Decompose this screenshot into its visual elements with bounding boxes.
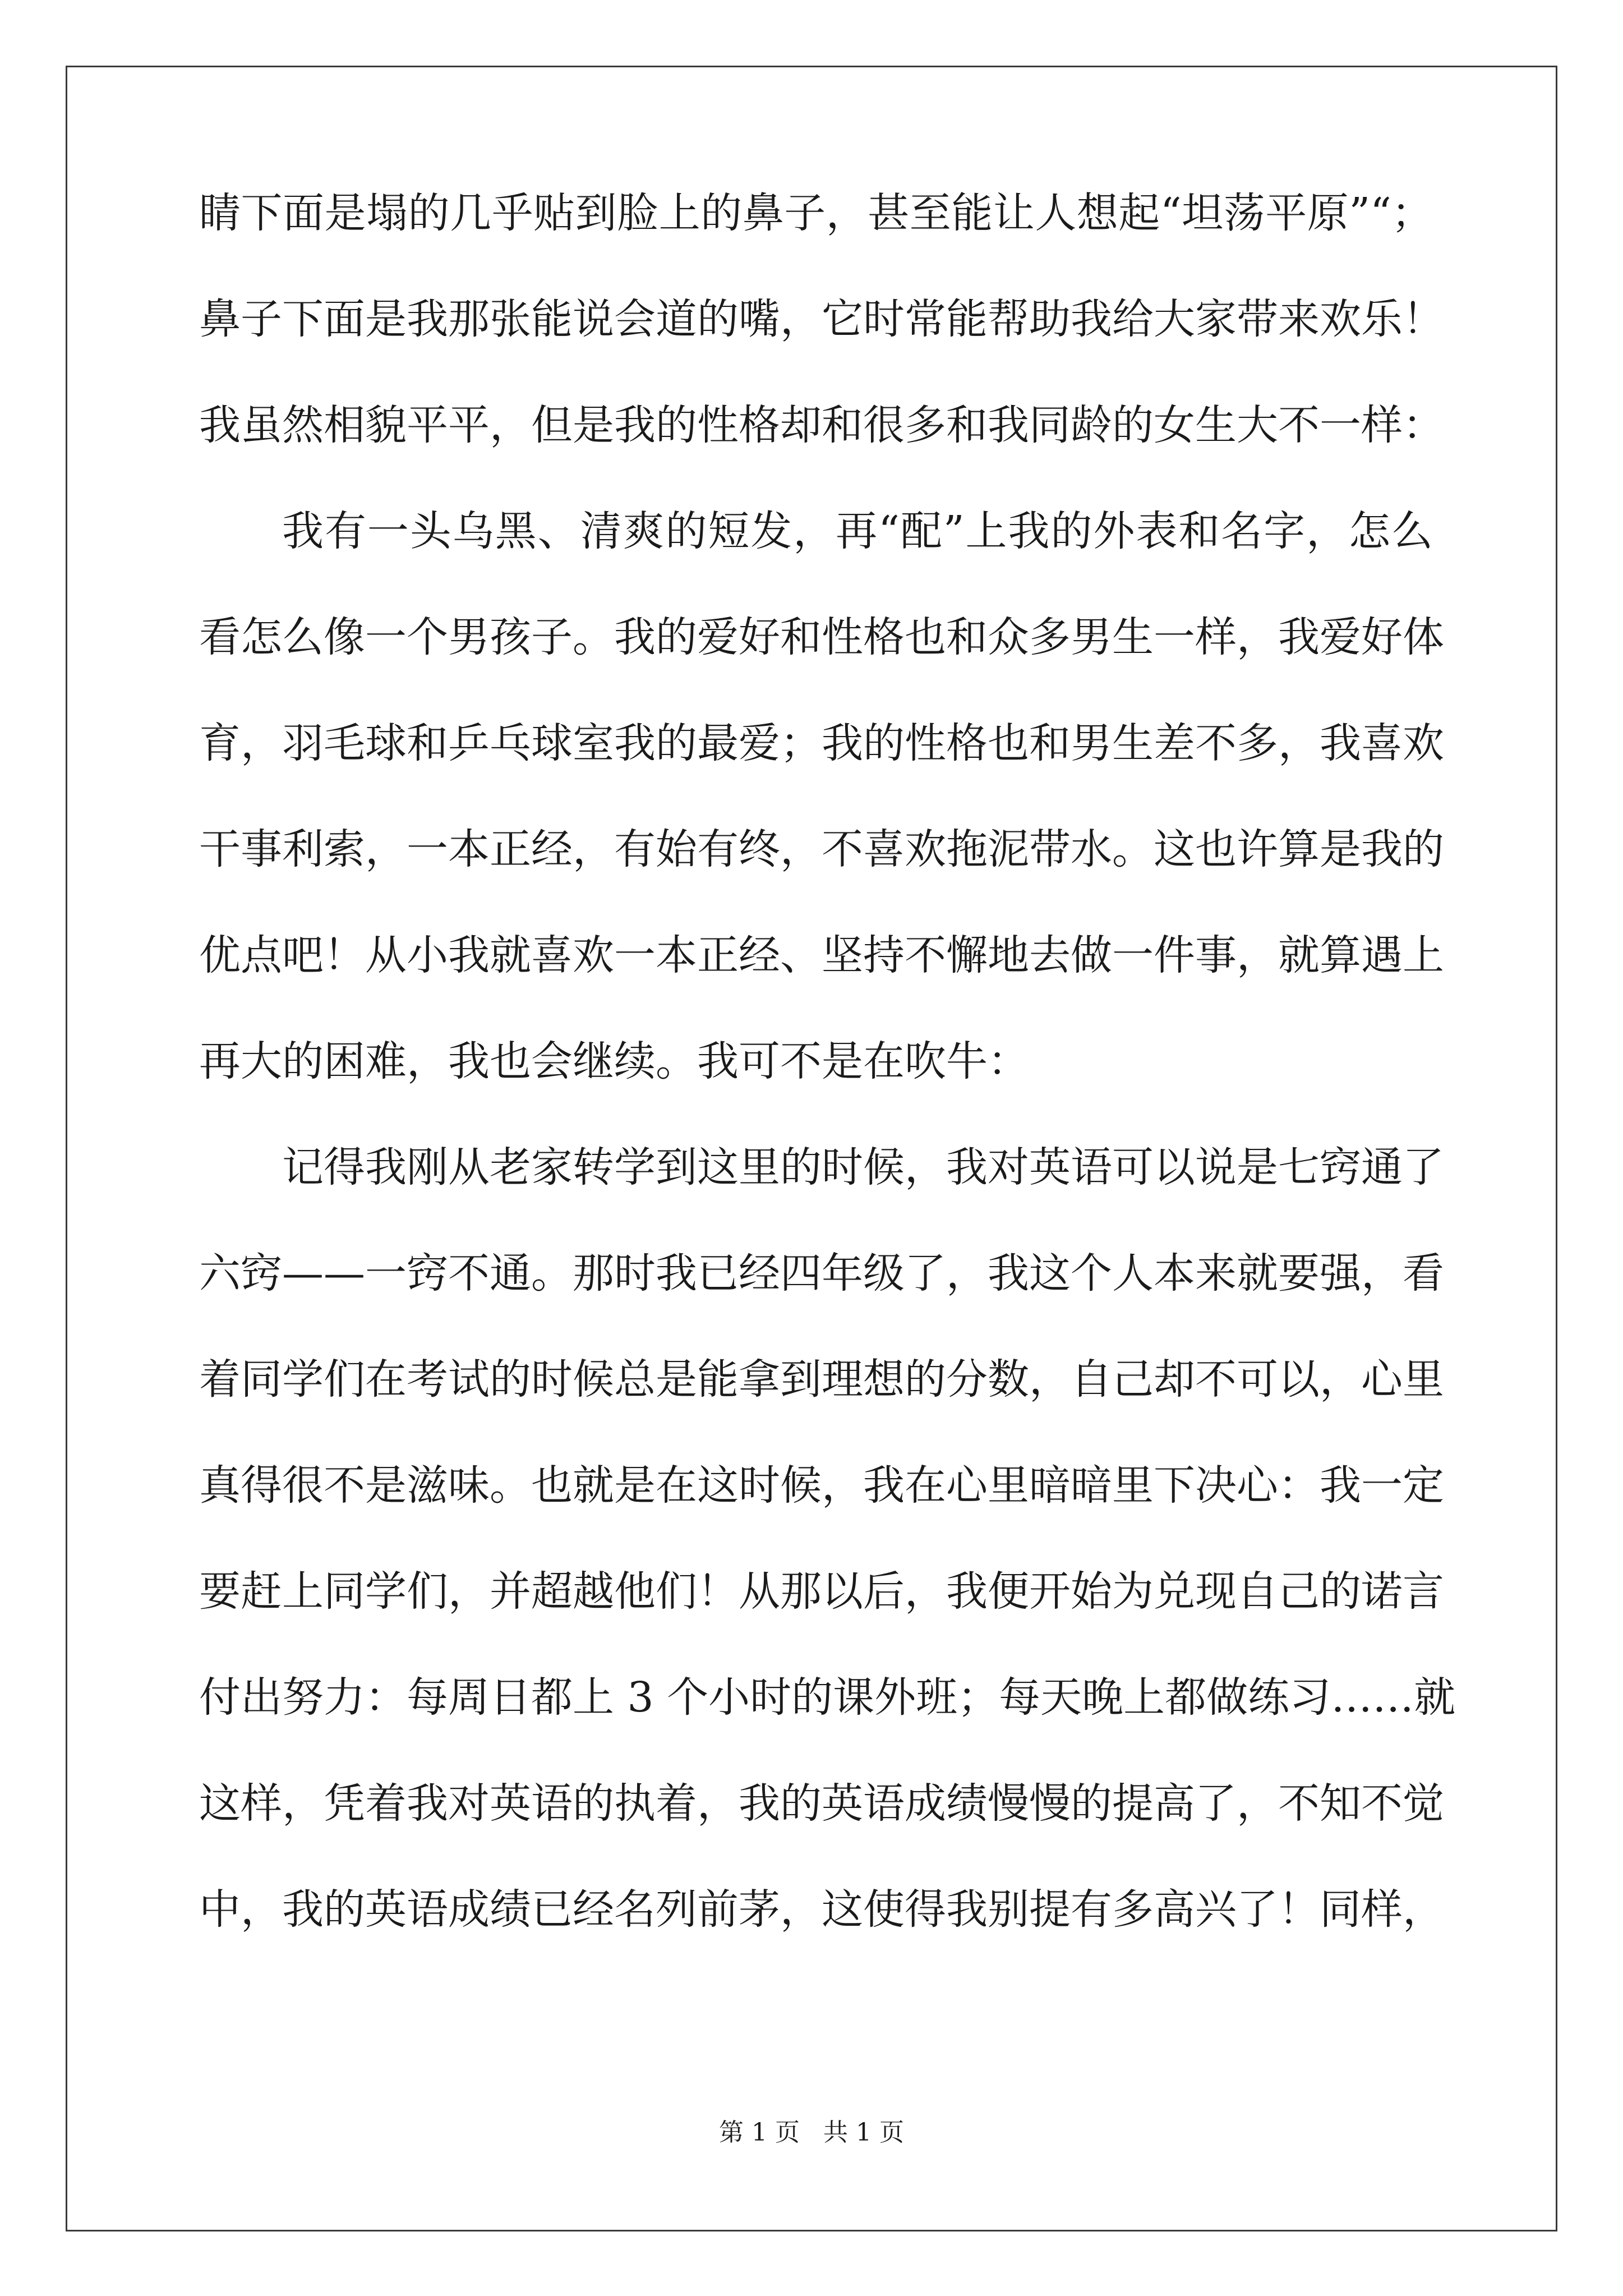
text-line: 要赶上同学们，并超越他们！从那以后，我便开始为兑现自己的诺言	[199, 1567, 1444, 1616]
text-line: 再大的困难，我也会继续。我可不是在吹牛：	[199, 1037, 1029, 1085]
text-line: 干事利索，一本正经，有始有终，不喜欢拖泥带水。这也许算是我的	[199, 825, 1444, 873]
text-line: 真得很不是滋味。也就是在这时候，我在心里暗暗里下决心：我一定	[199, 1461, 1444, 1510]
text-line: 付出努力：每周日都上 3 个小时的课外班；每天晚上都做练习……就	[199, 1673, 1456, 1722]
text-line: 优点吧！从小我就喜欢一本正经、坚持不懈地去做一件事，就算遇上	[199, 931, 1444, 979]
document-body	[199, 185, 1456, 1987]
text-line: 看怎么像一个男孩子。我的爱好和性格也和众多男生一样，我爱好体	[199, 613, 1444, 661]
text-line: 中，我的英语成绩已经名列前茅，这使得我别提有多高兴了！同样，	[199, 1885, 1444, 1934]
text-line: 着同学们在考试的时候总是能拿到理想的分数，自己却不可以，心里	[199, 1355, 1444, 1404]
text-line: 记得我刚从老家转学到这里的时候，我对英语可以说是七窍通了	[282, 1143, 1444, 1191]
text-line: 这样，凭着我对英语的执着，我的英语成绩慢慢的提高了，不知不觉	[199, 1779, 1444, 1828]
page-footer: 第 1 页 共 1 页	[719, 2118, 904, 2147]
text-line: 育，羽毛球和乒乓球室我的最爱；我的性格也和男生差不多，我喜欢	[199, 719, 1444, 767]
text-line: 我有一头乌黑、清爽的短发，再“配”上我的外表和名字，怎么	[282, 507, 1433, 555]
text-line: 六窍——一窍不通。那时我已经四年级了，我这个人本来就要强，看	[199, 1249, 1444, 1297]
text-line: 我虽然相貌平平，但是我的性格却和很多和我同龄的女生大不一样：	[199, 401, 1444, 449]
text-line: 鼻子下面是我那张能说会道的嘴，它时常能帮助我给大家带来欢乐！	[199, 295, 1444, 343]
text-line: 睛下面是塌的几乎贴到脸上的鼻子，甚至能让人想起“坦荡平原”“；	[199, 189, 1433, 237]
